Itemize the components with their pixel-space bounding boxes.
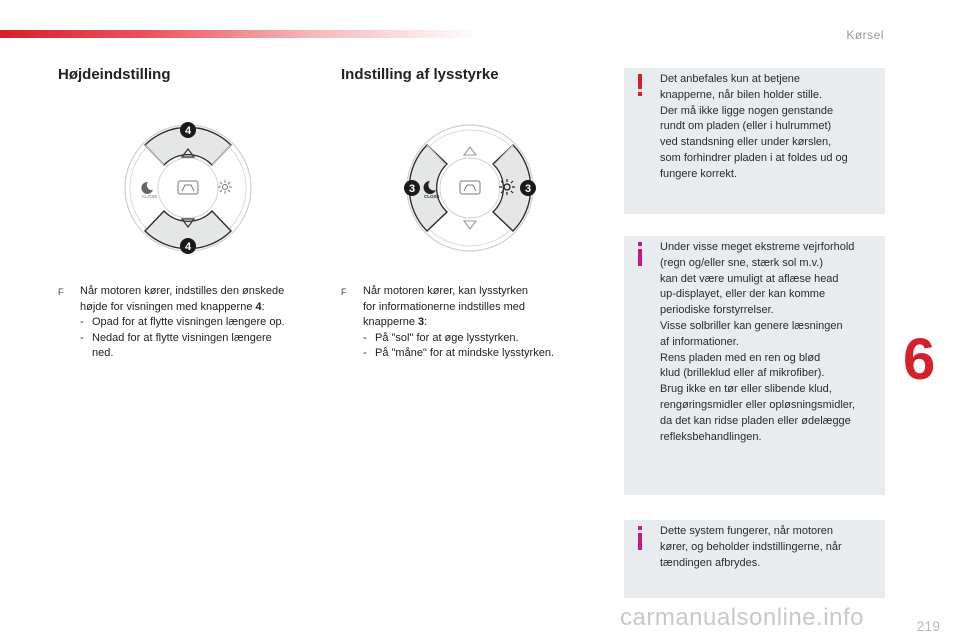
- bullet-symbol: F: [341, 287, 347, 297]
- sub-item-sun: - På "sol" for at øge lysstyrken.: [363, 331, 519, 344]
- svg-text:4: 4: [184, 241, 192, 253]
- moon-icon: [141, 182, 153, 194]
- warning-note: Det anbefales kun at betjene knapperne, når bilen holder stille. Der må ikke ligge nogen genstande rundt om pladen (eller i hulrummet) ved standsning eller under kørslen, som forhindrer pladen i at foldes ud og fungere korrekt.: [624, 68, 885, 214]
- brightness-title: Indstilling af lysstyrke: [341, 66, 499, 83]
- watermark: carmanualsonline.info: [620, 604, 864, 631]
- callout-3-right: [520, 180, 536, 196]
- close-label: CLOSE: [424, 194, 440, 199]
- callout-3-left: [404, 180, 420, 196]
- up-arrow-icon: [464, 147, 476, 155]
- info-icon: [634, 526, 646, 550]
- page-number: 219: [916, 618, 940, 634]
- info-icon: [634, 242, 646, 266]
- close-label: CLOSE: [142, 194, 158, 199]
- header-accent-bar: [0, 30, 480, 38]
- svg-text:4: 4: [184, 125, 192, 137]
- callout-4-bottom: [180, 238, 196, 254]
- hud-icon: [460, 181, 480, 194]
- height-instructions: F Når motoren kører, indstilles den ønskede højde for visningen med knapperne 4: - Opad for at flytte visningen længere op. - Nedad for at flytte visningen længere ned.: [58, 284, 328, 362]
- svg-text:3: 3: [524, 183, 532, 195]
- info-note-conditions: Under visse meget ekstreme vejrforhold (regn og/eller sne, stærk sol m.v.) kan det være umuligt at aflæse head up-displayet, eller der kan komme periodiske forstyrrelser. Visse solbriller kan genere læsningen af informationer. Rens pladen med en ren og blød klud (brilleklud eller af mikrofiber). Brug ikke en tør eller slibende klud, rengøringsmidler eller opløsningsmidler, da det kan ridse pladen eller ødelægge refleksbehandlingen.: [624, 236, 885, 495]
- info-note-system: Dette system fungerer, når motoren kører, og beholder indstillingerne, når tændingen afbrydes.: [624, 520, 885, 598]
- height-control-diagram: [118, 118, 258, 258]
- sub-item-moon: - På "måne" for at mindske lysstyrken.: [363, 347, 554, 359]
- section-label: Kørsel: [846, 28, 884, 42]
- warning-exclamation-icon: [634, 74, 646, 98]
- callout-4-top: [180, 122, 196, 138]
- svg-text:3: 3: [408, 183, 416, 195]
- brightness-instructions: F Når motoren kører, kan lysstyrken for informationerne indstilles med knapperne 3: - På "sol" for at øge lysstyrken. - På "måne" for at mindske lysstyrken.: [341, 284, 611, 362]
- down-arrow-icon: [464, 221, 476, 229]
- brightness-control-diagram: [400, 118, 540, 258]
- sun-icon: [218, 180, 232, 194]
- hud-icon: [178, 181, 198, 194]
- sub-item-up: - Opad for at flytte visningen længere op.: [80, 316, 285, 328]
- sub-item-down: - Nedad for at flytte visningen længere ned.: [80, 331, 272, 359]
- height-adjustment-title: Højdeindstilling: [58, 66, 171, 83]
- chapter-number: 6: [903, 327, 936, 392]
- bullet-symbol: F: [58, 287, 64, 297]
